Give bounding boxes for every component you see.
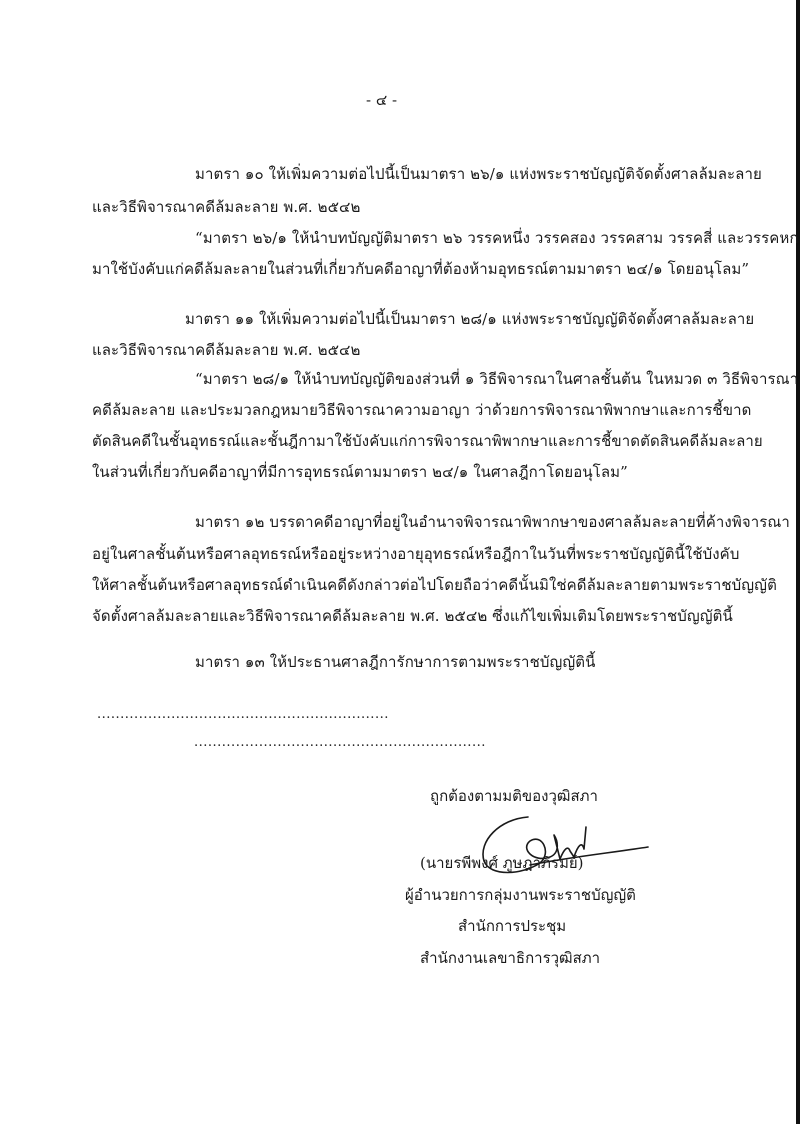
- dotted-line-1: ...............................................................: [97, 707, 389, 722]
- section-13-line-1: มาตรา ๑๓ ให้ประธานศาลฎีการักษาการตามพระราชบัญญัตินี้: [195, 653, 596, 671]
- section-28-1-line-2: คดีล้มละลาย และประมวลกฎหมายวิธีพิจารณาความอาญา ว่าด้วยการพิจารณาพิพากษาและการชี้ขาด: [92, 401, 752, 419]
- section-10-line-2: และวิธีพิจารณาคดีล้มละลาย พ.ศ. ๒๕๔๒: [92, 198, 361, 216]
- signatory-office: สำนักการประชุม: [458, 917, 567, 935]
- dotted-line-2: ...............................................................: [194, 735, 486, 750]
- section-12-line-3: ให้ศาลชั้นต้นหรือศาลอุทธรณ์ดำเนินคดีดังกล่าวต่อไปโดยถือว่าคดีนั้นมิใช่คดีล้มละลายตามพระราชบัญญัติ: [92, 576, 777, 594]
- handwritten-signature: [470, 805, 650, 885]
- section-28-1-line-1: “มาตรา ๒๘/๑ ให้นำบทบัญญัติของส่วนที่ ๑ วิธีพิจารณาในศาลชั้นต้น ในหมวด ๓ วิธีพิจารณา: [195, 370, 799, 388]
- signatory-name: (นายรพีพงศ์ ภูษฎาภิรมย์): [420, 854, 584, 872]
- signatory-position: ผู้อำนวยการกลุ่มงานพระราชบัญญัติ: [405, 886, 636, 904]
- signatory-organization: สำนักงานเลขาธิการวุฒิสภา: [420, 949, 601, 967]
- section-12-line-1: มาตรา ๑๒ บรรดาคดีอาญาที่อยู่ในอำนาจพิจารณาพิพากษาของศาลล้มละลายที่ค้างพิจารณา: [195, 513, 790, 531]
- section-28-1-line-3: ตัดสินคดีในชั้นอุทธรณ์และชั้นฎีกามาใช้บังคับแก่การพิจารณาพิพากษาและการชี้ขาดตัดสินคดีล้มละลาย: [92, 432, 763, 450]
- section-11-line-2: และวิธีพิจารณาคดีล้มละลาย พ.ศ. ๒๕๔๒: [92, 341, 361, 359]
- section-10-line-1: มาตรา ๑๐ ให้เพิ่มความต่อไปนี้เป็นมาตรา ๒๖/๑ แห่งพระราชบัญญัติจัดตั้งศาลล้มละลาย: [195, 165, 762, 183]
- scan-edge: [796, 0, 800, 1124]
- certification-text: ถูกต้องตามมติของวุฒิสภา: [430, 787, 598, 805]
- section-28-1-line-4: ในส่วนที่เกี่ยวกับคดีอาญาที่มีการอุทธรณ์ตามมาตรา ๒๔/๑ ในศาลฎีกาโดยอนุโลม”: [92, 463, 628, 481]
- section-11-line-1: มาตรา ๑๑ ให้เพิ่มความต่อไปนี้เป็นมาตรา ๒๘/๑ แห่งพระราชบัญญัติจัดตั้งศาลล้มละลาย: [185, 310, 755, 328]
- section-12-line-4: จัดตั้งศาลล้มละลายและวิธีพิจารณาคดีล้มละลาย พ.ศ. ๒๕๔๒ ซึ่งแก้ไขเพิ่มเติมโดยพระราชบัญญัตินี้: [92, 607, 733, 625]
- section-26-1-line-1: “มาตรา ๒๖/๑ ให้นำบทบัญญัติมาตรา ๒๖ วรรคหนึ่ง วรรคสอง วรรคสาม วรรคสี่ และวรรคหก: [195, 229, 799, 247]
- section-26-1-line-2: มาใช้บังคับแก่คดีล้มละลายในส่วนที่เกี่ยวกับคดีอาญาที่ต้องห้ามอุทธรณ์ตามมาตรา ๒๔/๑ โดยอนุโลม”: [92, 260, 750, 278]
- page-number: - ๔ -: [366, 91, 398, 109]
- section-12-line-2: อยู่ในศาลชั้นต้นหรือศาลอุทธรณ์หรืออยู่ระหว่างอายุอุทธรณ์หรือฎีกาในวันที่พระราชบัญญัตินี้ใช้บังคับ: [92, 545, 740, 563]
